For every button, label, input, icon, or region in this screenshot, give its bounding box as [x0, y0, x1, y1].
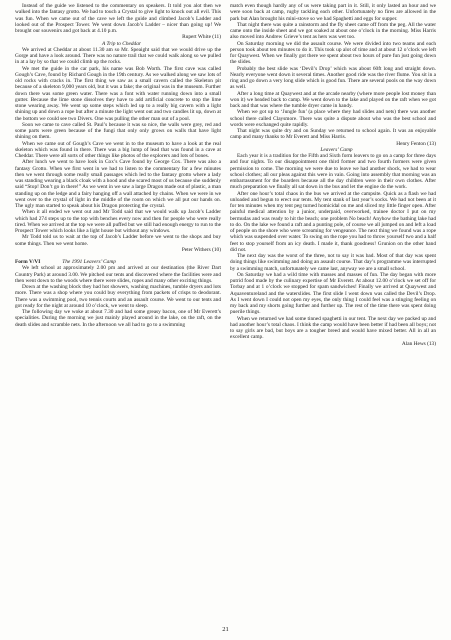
paragraph: When it all ended we went out and Mr Todd said that we would walk up Jacob’s Ladder which had 274 steps up to the top with benches every now and then for people who were really tired. When we arrived at the top we were all puffed but we still had enough energy to run to the Prospect Tower which looks like a light house but without any windows. — [15, 209, 221, 234]
paragraph: match even though hardly any of us were taking part in it. Still, it only lasted an hour and we were soon back at camp, rugby tackling each other. Unfortunately no fires are allowed in the park but Alan brought his mini-stove so we had Spaghetti and eggs for supper. — [230, 3, 436, 22]
author-signature: Rupert White (11) — [182, 34, 221, 41]
left-column — [15, 3, 221, 328]
paragraph: After one hour’s total chaos in the bus we arrived at the campsite. Quick as a flash we had unloaded and begun to erect our tents. My tent stank of last year’s socks. We had not been at it for ten minutes when my tent peg turned homicidal on me and sliced my little finger open. After painful medical attention by a junior, underpaid, overworked, trainee doctor I put on my bermudas and was ready to hit the beach; one problem No beach! Anyhow the bathing lake had to do. On the lake we found a raft and a punting pole, of course we all jumped on and left a load of people on the shore who were screaming for vengeance. The next thing we found was a rope which was suspended over water. To swing on the rope you had to throw yourself two and a half feet to stop yourself from an icy death. I made it, thank goodness! Grunion on the other hand did not. — [230, 190, 436, 253]
paragraph: Down at the washing block they had hot showers, washing machines, tumble dryers and lots more. There was a shop where you could buy everything from packets of crisps to deodorant. There was a swimming pool, two tennis courts and an assault course. We went to our tents and got ready for the night at around 10 o’clock, we went to sleep. — [15, 284, 221, 309]
author-signature: Peter Withers (10) — [181, 246, 221, 253]
author-signature: Alan Hews (13) — [401, 340, 436, 347]
paragraph: We left school at approximately 2.00 pm and arrived at our destination (the River Dart Country Park) at around 3.00. We pitched our tents and discovered where the facilities were and then went down to the woods where there were slides, ropes and many other exciting things. — [15, 265, 221, 284]
page-number: 21 — [222, 626, 229, 633]
paragraph: Each year it is a tradition for the Fifth and Sixth form leavers to go on a camp for three days and four nights. To our disappointment one third former and two fourth formers were given permission to come. The morning we were due to leave we had another shock, we had to wear school clothes; all our pleas against this were in vain. Going into assembly that morning was an embarrassment for the boarders because all the day children were in their own clothes. After much preparation we finally all sat down in the bus and let the engine do the work. — [230, 153, 436, 191]
right-column — [230, 3, 436, 347]
paragraph: Probably the best slide was ‘Devil’s Drop’ which was about 60ft long and straight down. Nearly everyone went down it several times. Another good ride was the river flume. You sit in a ring and go down a very long slide which is good fun. There are several pools on the way down as well. — [230, 65, 436, 91]
paragraph: The following day we woke at about 7.30 and had some greasy bacon, one of Mr Everett’s specialities. During the morning we just mainly played around in the lake, on the raft, on the death slides and scramble nets. In the afternoon we all had to go to a swimming — [15, 309, 221, 328]
paragraph: We arrived at Cheddar at about 11.30 am so Mr. Speaight said that we would drive up the Gorge and have a look around. There was no nature trail that we could walk along so we pulled in at a lay by so that we could climb up the rocks. — [15, 46, 221, 66]
paragraph: That night was quite dry and on Sunday we returned to school again. It was an enjoyable camp and many thanks to Mr Everett and Miss Harris. — [230, 128, 436, 141]
section-heading: Leavers’ Camp — [320, 146, 353, 153]
form-label: Form V/VI — [15, 259, 41, 265]
paragraph: Mr Todd told us to wait at the top of Jacob’s Ladder before we went to the shops and buy some things. Then we went home. — [15, 234, 221, 247]
paragraph: Soon we came to cave called St. Paul’s because it was so nice, the walls were grey, red and some parts were green because of the fungi that only only grows on walls that have light shining on them. — [15, 121, 221, 141]
paragraph: After lunch we went to have look in Cox’s Cave found by George Cox. There was also a fantasy Grotto. When we first went in we had to listen to the commentary for a few minutes then we went through some really small passages which led to the fantasy grotto where a lady was standing wearing a black cloak with a hood and she scared most of us because she suddenly said “Stop! Don’t go in there!” As we went in we saw a large Dragon made out of plastic, a man standing up on the ledge and a fairy hanging off a wall attached by chains. When we were in we went over to the crystal of light in the middle of the room on which we all put our hands on. The ugly man started to speak about his Dragon protecting the crystal. — [15, 159, 221, 209]
paragraph: On Saturday morning we did the assault course. We were divided into two teams and each person took about ten minutes to do it. This took up alot of time and at about 12 o’clock we left for Quaywest. When we finally got there we spent about two hours of pure fun just going down the slides. — [230, 40, 436, 66]
paragraph: That night there was quite a rainstorm and the fly sheet came off from the peg. All the water came onto the inside sheet and we got soaked at about one o’clock in the morning. Miss Harris also moved into Andrew Grieve’s tent as hers was wet too. — [230, 21, 436, 41]
paragraph: The next day was the worst of the three, not to say it was bad. Most of that day was spent doing things like swimming and doing an assault course. That day’s programme was interrupted by a swimming match, unfortunately we came last, anyway we are a small school. — [230, 253, 436, 272]
camp-title: The 1991 Leavers’ Camp — [62, 259, 116, 265]
paragraph: After a long time at Quaywest and at the arcade nearby (where more people lost money than won it) we headed back to camp. We went down to the lake and played on the raft when we got back and that was where the tumble dryer came in handy. — [230, 90, 436, 109]
author-signature: Henry Fenton (13) — [396, 140, 436, 147]
paragraph: We met the guide in the car park, his name was Bob Worth. The first cave was called Gough’s Cave, found by Richard Gough in the 19th century. As we walked along we saw lots of old rocks with cracks in. The first thing we saw as a small cavern called the Skeleton pit because of a skeleton 9,000 years old, but it was a fake; the original was in the museum. Further down there was some green water. There was a font with water running down into a small gutter. Because the lime stone dissolves they have to add artificial concrete to stop the lime stone wearing away. We went up some steps which led up to a really big cavern with a light shining up and down a rope but after a minute the light went out and two candles lit up, down at the bottom we could see two Divers. One was pulling the other man out of a pool. — [15, 65, 221, 122]
paragraph: On Saturday we had a wild time with masses and masses of fun. The day began with more putrid food made by the culinary expertise of Mr Everett. At about 12.00 o’clock we set off for Torbay and at 1 o’clock we stopped for spam sandwiches! Finally we arrived at Quaywest and Aquaventureland and the waterslides. The first slide I went down was called the Devil’s Drop. As I went down I could not open my eyes, the only thing I could feel was a stinging feeling on my back and my shorts going further and further up. The rest of the time there was spent doing puerile things. — [230, 271, 436, 316]
paragraph: When we got up to ‘Jungle fun’ (a place where they had slides and nets) there was another school there called Claysmore. There was quite a dispute about who was the best school and words were exchanged quite rapidly. — [230, 109, 436, 128]
section-heading: A Trip to Cheddar — [102, 40, 141, 47]
paragraph: When we came out of Gough’s Cave we went in to the museum to have a look at the real skeleton which was found in there. There was a big lump of lead that was found in a cave at Cheddar. There were all sorts of other things like photos of the explorers and lots of bones. — [15, 140, 221, 159]
paragraph: Instead of the guide we listened to the commentary on speakers. It told you alot then we walked into the fantasy grotto. We had to touch a Crystal to give light to knock out all evil. This was fun. When we came out of the cave we left the guide and climbed Jacob’s Ladder and looked out of the Prospect Tower. We went down Jacob’s Ladder – nicer than going up! We brought our souvenirs and got back at 4.10 p.m. — [15, 3, 221, 34]
paragraph: When we returned we had some tinned spaghetti in our tent. The next day we packed up and had another hour’s total chaos. I think the camp would have been better if had been all boys; not to say girls are bad, but boys are a tougher breed and would have mixed better. All in all an excellent camp. — [230, 315, 436, 341]
